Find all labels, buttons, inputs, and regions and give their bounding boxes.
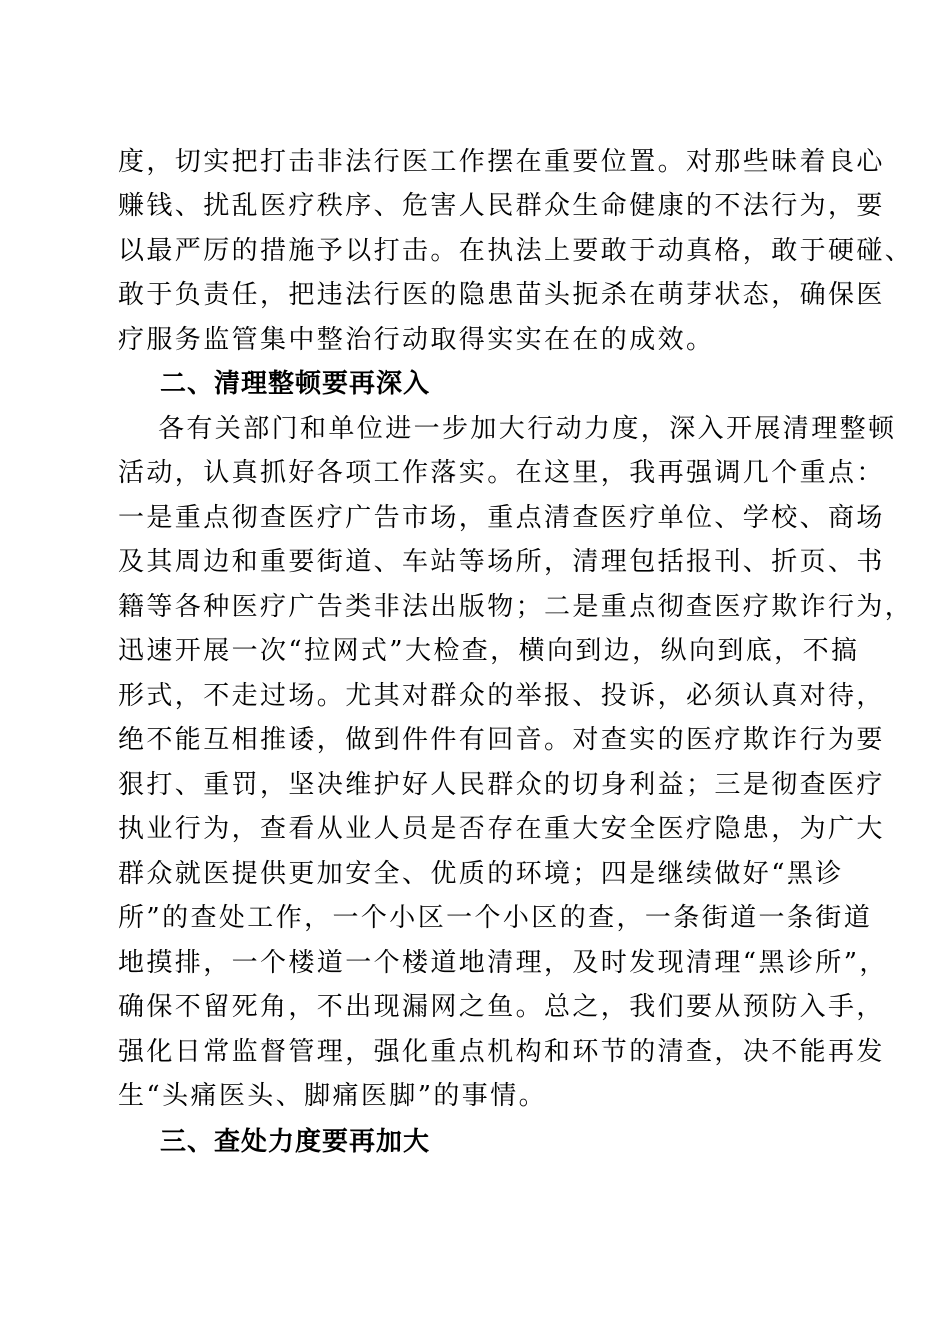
paragraph-line: 各有关部门和单位进一步加大行动力度，深入开展清理整顿 bbox=[158, 414, 897, 444]
paragraph-line: 确保不留死角，不出现漏网之鱼。总之，我们要从预防入手， bbox=[118, 992, 885, 1022]
paragraph-line: 疗服务监管集中整治行动取得实实在在的成效。 bbox=[118, 325, 715, 355]
paragraph-line: 群众就医提供更加安全、优质的环境；四是继续做好“黑诊 bbox=[118, 859, 844, 889]
paragraph-line: 活动，认真抓好各项工作落实。在这里，我再强调几个重点： bbox=[118, 458, 885, 488]
paragraph-line: 敢于负责任，把违法行医的隐患苗头扼杀在萌芽状态，确保医 bbox=[118, 280, 885, 310]
paragraph-line: 一是重点彻查医疗广告市场，重点清查医疗单位、学校、商场 bbox=[118, 503, 885, 533]
paragraph-line: 地摸排，一个楼道一个楼道地清理，及时发现清理“黑诊所”， bbox=[118, 948, 888, 978]
section-heading: 三、查处力度要再加大 bbox=[160, 1127, 431, 1157]
paragraph-line: 度，切实把打击非法行医工作摆在重要位置。对那些昧着良心 bbox=[118, 147, 885, 177]
paragraph-line: 赚钱、扰乱医疗秩序、危害人民群众生命健康的不法行为，要 bbox=[118, 191, 885, 221]
paragraph-line: 生“头痛医头、脚痛医脚”的事情。 bbox=[118, 1081, 547, 1111]
paragraph-line: 籍等各种医疗广告类非法出版物；二是重点彻查医疗欺诈行为， bbox=[118, 592, 914, 622]
paragraph-line: 迅速开展一次“拉网式”大检查，横向到边，纵向到底，不搞 bbox=[118, 636, 860, 666]
paragraph-line: 强化日常监督管理，强化重点机构和环节的清查，决不能再发 bbox=[118, 1037, 885, 1067]
paragraph-line: 以最严厉的措施予以打击。在执法上要敢于动真格，敢于硬碰、 bbox=[118, 236, 914, 266]
paragraph-line: 狠打、重罚，坚决维护好人民群众的切身利益；三是彻查医疗 bbox=[118, 770, 885, 800]
paragraph-line: 执业行为，查看从业人员是否存在重大安全医疗隐患，为广大 bbox=[118, 814, 885, 844]
paragraph-line: 绝不能互相推诿，做到件件有回音。对查实的医疗欺诈行为要 bbox=[118, 725, 885, 755]
paragraph-line: 所”的查处工作，一个小区一个小区的查，一条街道一条街道 bbox=[118, 903, 873, 933]
paragraph-line: 及其周边和重要街道、车站等场所，清理包括报刊、折页、书 bbox=[118, 547, 885, 577]
paragraph-line: 形式，不走过场。尤其对群众的举报、投诉，必须认真对待， bbox=[118, 681, 885, 711]
section-heading: 二、清理整顿要再深入 bbox=[160, 369, 431, 399]
